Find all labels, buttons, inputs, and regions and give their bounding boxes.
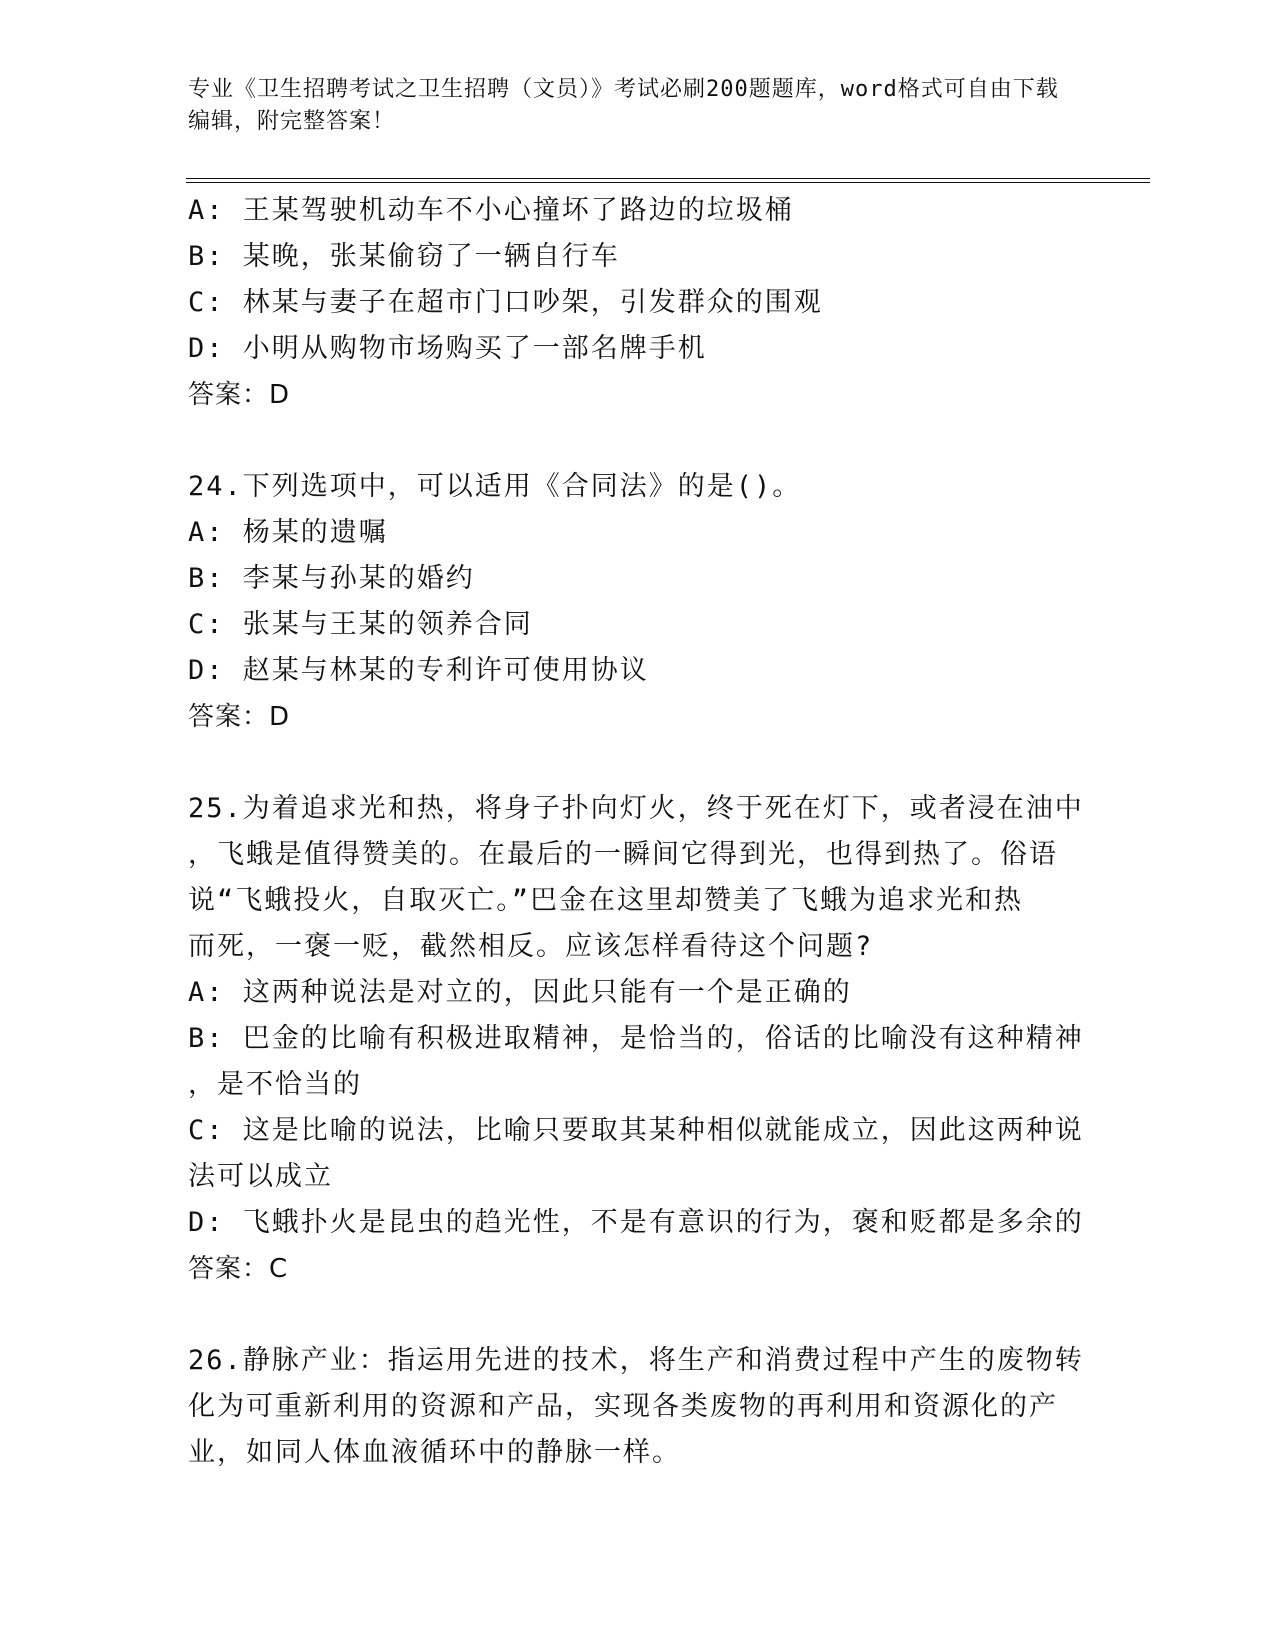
option-b: B: 李某与孙某的婚约 [188,563,475,594]
option-d: D: 赵某与林某的专利许可使用协议 [188,655,649,686]
question-text-line: ，飞蛾是值得赞美的。在最后的一瞬间它得到光，也得到热了。俗语 [188,839,1058,870]
option-d: D: 飞蛾扑火是昆虫的趋光性，不是有意识的行为，褒和贬都是多余的 [188,1207,1084,1238]
option-b-line: ，是不恰当的 [188,1069,362,1100]
option-d: D: 小明从购物市场购买了一部名牌手机 [188,333,707,364]
document-body [188,188,1084,1476]
option-c: C: 林某与妻子在超市门口吵架，引发群众的围观 [188,287,823,318]
spacer [188,740,1078,786]
question-text-line: 26.静脉产业：指运用先进的技术，将生产和消费过程中产生的废物转 [188,1345,1084,1376]
option-c-line: C: 这是比喻的说法，比喻只要取其某种相似就能成立，因此这两种说 [188,1115,1084,1146]
option-a: A: 这两种说法是对立的，因此只能有一个是正确的 [188,977,852,1008]
option-a: A: 王某驾驶机动车不小心撞坏了路边的垃圾桶 [188,195,794,226]
question-24-block [188,464,1078,740]
spacer [188,418,1078,464]
option-b: B: 某晚，张某偷窃了一辆自行车 [188,241,620,272]
question-text-line: 业，如同人体血液循环中的静脉一样。 [188,1437,681,1468]
document-header: 专业《卫生招聘考试之卫生招聘（文员）》考试必刷200题题库，word格式可自由下载编辑，附完整答案！ [188,77,1059,134]
spacer [188,1292,1078,1338]
option-c: C: 张某与王某的领养合同 [188,609,533,640]
question-23-block [188,188,1078,418]
header-divider [186,178,1150,183]
option-b-line: B: 巴金的比喻有积极进取精神，是恰当的，俗话的比喻没有这种精神 [188,1023,1084,1054]
question-text-line: 说“飞蛾投火，自取灭亡。”巴金在这里却赞美了飞蛾为追求光和热 [188,885,1024,916]
question-text-line: 而死，一褒一贬，截然相反。应该怎样看待这个问题? [188,931,874,962]
question-26-block [188,1338,1084,1476]
option-a: A: 杨某的遗嘱 [188,517,388,548]
question-text-line: 25.为着追求光和热，将身子扑向灯火，终于死在灯下，或者浸在油中 [188,793,1084,824]
option-c-line: 法可以成立 [188,1161,333,1192]
question-25-block [188,786,1084,1292]
answer-line: 答案：D [188,702,291,732]
question-text: 24.下列选项中，可以适用《合同法》的是()。 [188,471,802,502]
question-text-line: 化为可重新利用的资源和产品，实现各类废物的再利用和资源化的产 [188,1391,1058,1422]
answer-line: 答案：D [188,380,291,410]
answer-line: 答案：C [188,1254,289,1284]
